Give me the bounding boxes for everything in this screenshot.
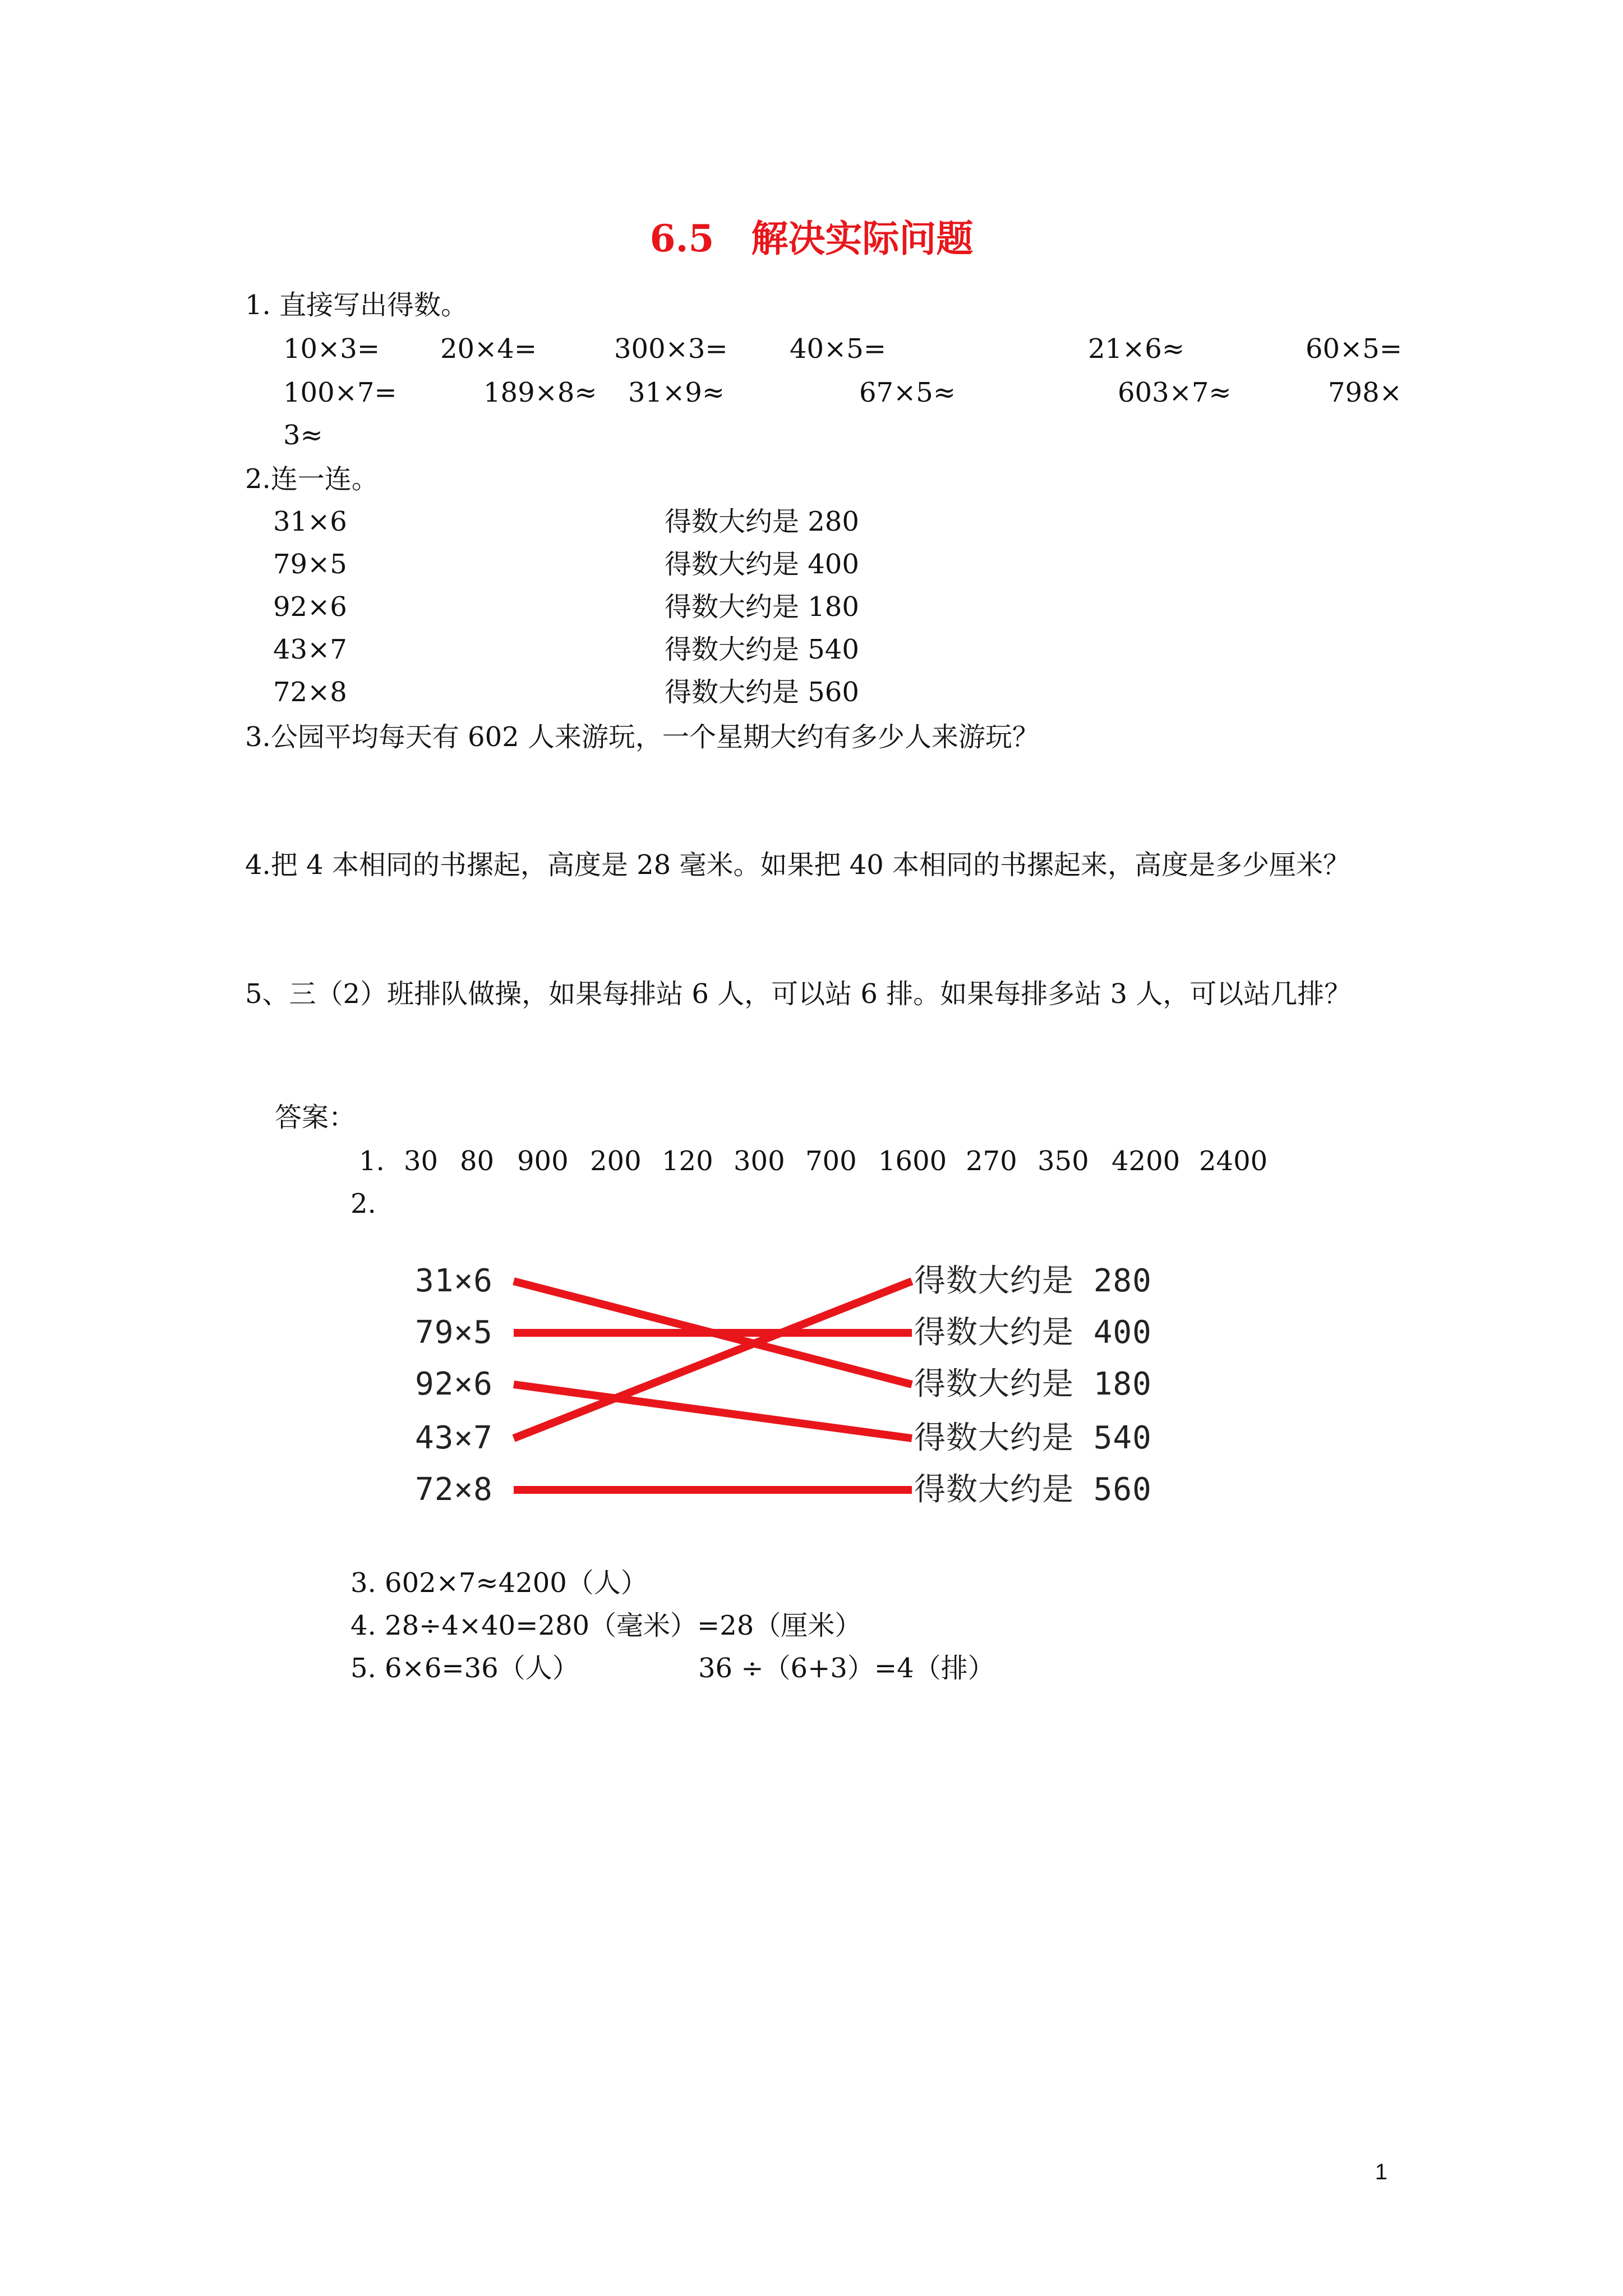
- answer-5-part-1: 5. 6×6=36（人）: [351, 1653, 579, 1684]
- answer-1-value: 80: [460, 1145, 495, 1177]
- figure-left-label: 92×6: [415, 1366, 493, 1402]
- answer-1-value: 30: [404, 1145, 439, 1177]
- q2-right-item: 得数大约是 180: [665, 591, 859, 623]
- answer-1-value: 1600: [878, 1145, 947, 1177]
- matching-answer-figure: [407, 1251, 1181, 1543]
- q2-heading: 2.连一连。: [245, 463, 379, 495]
- q1-item: 10×3=: [283, 333, 380, 365]
- q2-left-item: 31×6: [273, 506, 347, 537]
- page-title: 6.5 解决实际问题: [649, 217, 974, 260]
- figure-right-label: 得数大约是 400: [914, 1314, 1152, 1351]
- q2-left-item: 92×6: [273, 591, 347, 623]
- q2-right-item: 得数大约是 280: [665, 506, 859, 537]
- answer-3: 3. 602×7≈4200（人）: [351, 1567, 648, 1599]
- figure-right-label: 得数大约是 180: [914, 1366, 1152, 1402]
- page-number: 1: [1375, 2160, 1387, 2184]
- q1-item: 603×7≈: [1118, 377, 1232, 408]
- q2-left-item: 79×5: [273, 549, 347, 580]
- figure-right-label: 得数大约是 540: [914, 1420, 1152, 1456]
- answer-1-label: 1.: [359, 1145, 385, 1177]
- figure-left-label: 72×8: [415, 1471, 493, 1508]
- figure-right-label: 得数大约是 560: [914, 1471, 1152, 1508]
- answer-1-value: 2400: [1199, 1145, 1268, 1177]
- q2-right-item: 得数大约是 560: [665, 677, 859, 708]
- q4-text: 4.把 4 本相同的书摞起，高度是 28 毫米。如果把 40 本相同的书摞起来，高度是多少厘米？: [245, 849, 1350, 881]
- q1-item: 31×9≈: [628, 377, 725, 408]
- answer-1-value: 4200: [1112, 1145, 1181, 1177]
- q1-item: 20×4=: [440, 333, 537, 365]
- answer-2-label: 2.: [351, 1188, 376, 1220]
- figure-left-label: 79×5: [415, 1314, 493, 1351]
- q1-item: 67×5≈: [859, 377, 956, 408]
- q1-item: 798×: [1328, 377, 1402, 408]
- answer-5-part-2: 36 ÷（6+3）=4（排）: [698, 1653, 995, 1684]
- q2-right-item: 得数大约是 400: [665, 549, 859, 580]
- figure-right-label: 得数大约是 280: [914, 1263, 1152, 1299]
- q5-text: 5、三（2）班排队做操，如果每排站 6 人，可以站 6 排。如果每排多站 3 人，可以站几排？: [245, 978, 1352, 1010]
- q1-item: 189×8≈: [483, 377, 597, 408]
- answer-1-value: 300: [734, 1145, 785, 1177]
- q1-item: 3≈: [283, 420, 323, 451]
- q2-right-item: 得数大约是 540: [665, 634, 859, 665]
- answer-4: 4. 28÷4×40=280（毫米）=28（厘米）: [351, 1610, 862, 1641]
- q2-left-item: 72×8: [273, 677, 347, 708]
- answer-1-value: 270: [966, 1145, 1017, 1177]
- answers-heading: 答案：: [275, 1102, 356, 1133]
- answer-1-value: 350: [1038, 1145, 1089, 1177]
- answer-1-value: 200: [590, 1145, 642, 1177]
- figure-left-label: 31×6: [415, 1263, 493, 1299]
- q1-item: 21×6≈: [1088, 333, 1185, 365]
- q3-text: 3.公园平均每天有 602 人来游玩，一个星期大约有多少人来游玩？: [245, 721, 1039, 753]
- q1-item: 100×7=: [283, 377, 397, 408]
- answer-1-value: 900: [517, 1145, 569, 1177]
- q1-item: 40×5=: [790, 333, 887, 365]
- figure-left-label: 43×7: [415, 1420, 493, 1456]
- q1-item: 60×5=: [1306, 333, 1403, 365]
- answer-1-value: 120: [662, 1145, 713, 1177]
- q2-left-item: 43×7: [273, 634, 347, 665]
- answer-1-value: 700: [805, 1145, 857, 1177]
- q1-heading: 1. 直接写出得数。: [245, 289, 468, 321]
- q1-item: 300×3=: [614, 333, 728, 365]
